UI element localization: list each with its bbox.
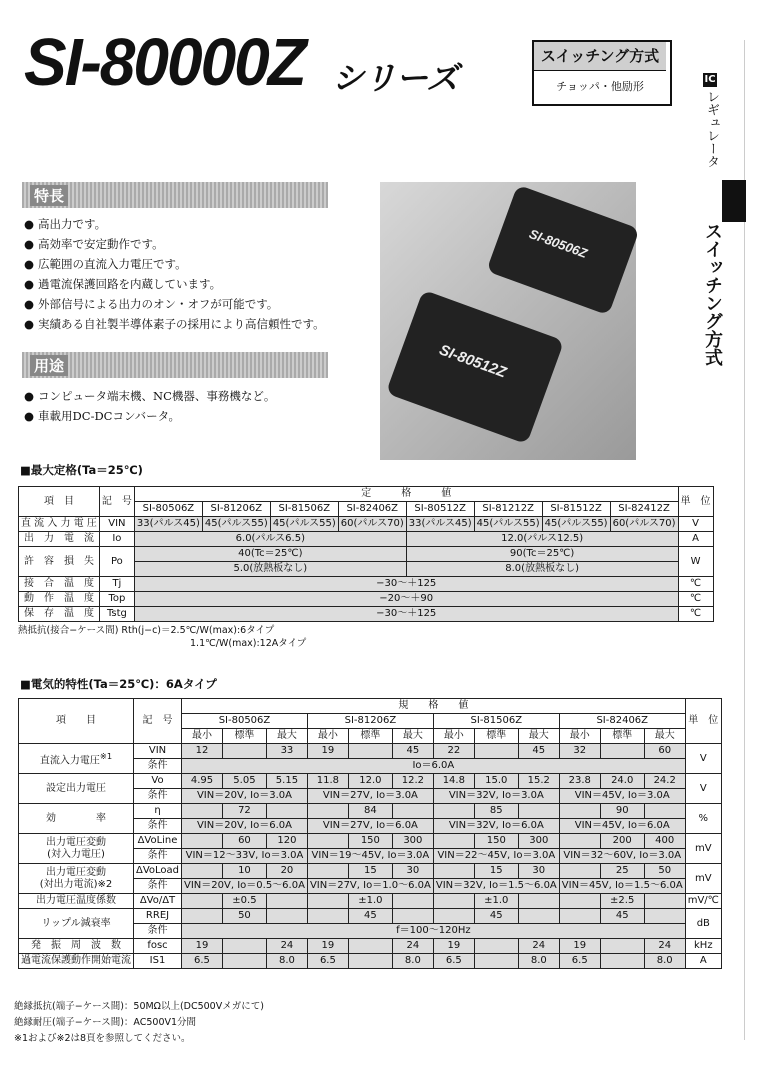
row-symbol: Tj <box>99 577 134 592</box>
col-symbol: 記 号 <box>134 699 182 744</box>
model-header: SI-82406Z <box>559 714 685 729</box>
row-label-sub: (対入力電圧) <box>47 848 105 860</box>
max-ratings-table <box>18 486 714 622</box>
series-title: SI-80000Z <box>24 24 305 100</box>
thermal-note-1: 熱抵抗(接合−ケース間) Rth(j−c)＝2.5℃/W(max):6タイプ <box>18 625 275 636</box>
cell: 8.0 <box>518 954 559 969</box>
row-label-text: 出力電圧変動 <box>46 866 106 878</box>
col-symbol: 記 号 <box>99 487 134 517</box>
cond-cell: VIN＝45V, Io＝3.0A <box>559 789 685 804</box>
cell <box>307 864 348 879</box>
cell: 24 <box>266 939 307 954</box>
row-label-text: 過電流保護動作開始電流 <box>21 955 131 966</box>
cell: 30 <box>518 864 559 879</box>
cell: 19 <box>307 744 348 759</box>
features-heading: 特長 <box>30 185 68 206</box>
cell: 15 <box>348 864 392 879</box>
application-item: ● 車載用DC-DCコンバータ。 <box>24 406 275 426</box>
sub-header: 標準 <box>348 729 392 744</box>
row-label <box>19 894 134 909</box>
cell: 24 <box>518 939 559 954</box>
feature-item: ● 外部信号による出力のオン・オフが可能です。 <box>24 294 325 314</box>
cell: 30 <box>392 864 433 879</box>
cell: 8.0 <box>266 954 307 969</box>
col-unit: 単 位 <box>685 699 721 744</box>
sidebar-switching: スイッチング方式 <box>702 222 723 366</box>
cond-label: 条件 <box>134 879 182 894</box>
row-unit: V <box>678 517 713 532</box>
cell <box>600 744 644 759</box>
cell <box>182 894 223 909</box>
cell <box>348 744 392 759</box>
cell: 60(パルス70) <box>610 517 678 532</box>
model-header: SI-81206Z <box>307 714 433 729</box>
sub-header: 標準 <box>222 729 266 744</box>
cell: 45 <box>518 744 559 759</box>
cell <box>392 894 433 909</box>
cell <box>433 834 474 849</box>
model-header: SI-82406Z <box>338 502 406 517</box>
cell <box>559 864 600 879</box>
row-unit: % <box>685 804 721 834</box>
cell: 10 <box>222 864 266 879</box>
cell: 24 <box>644 939 685 954</box>
cell: 19 <box>433 939 474 954</box>
row-unit: V <box>685 774 721 804</box>
sub-header: 最大 <box>392 729 433 744</box>
cell <box>433 909 474 924</box>
cell: 11.8 <box>307 774 348 789</box>
cond-cell: VIN＝20V, Io＝3.0A <box>182 789 308 804</box>
elec-title: ■電気的特性(Ta＝25℃)：6Aタイプ <box>20 677 217 691</box>
cell: ±1.0 <box>474 894 518 909</box>
row-label-text: 効 率 <box>46 812 106 824</box>
cell: ±0.5 <box>222 894 266 909</box>
row-label-text: 設定出力電圧 <box>46 782 106 794</box>
cell <box>474 954 518 969</box>
row-unit: W <box>678 547 713 577</box>
cond-cell: VIN＝12〜33V, Io＝3.0A <box>182 849 308 864</box>
cell <box>559 834 600 849</box>
cell: 6.5 <box>559 954 600 969</box>
cond-cell: VIN＝27V, Io＝1.0〜6.0A <box>307 879 433 894</box>
cell <box>392 804 433 819</box>
cell: 19 <box>307 939 348 954</box>
row-label <box>19 774 134 804</box>
row-label <box>19 744 134 774</box>
cell: 33 <box>266 744 307 759</box>
cell: 6.5 <box>182 954 223 969</box>
chip-12a-label: SI-80512Z <box>436 341 509 382</box>
cell: 24.2 <box>644 774 685 789</box>
cell <box>644 909 685 924</box>
cell: ±2.5 <box>600 894 644 909</box>
cell <box>644 804 685 819</box>
row-unit: mV <box>685 834 721 864</box>
cond-label: 条件 <box>134 849 182 864</box>
row-symbol: RREJ <box>134 909 182 924</box>
cell: −30〜＋125 <box>134 607 678 622</box>
cond-cell: f＝100〜120Hz <box>182 924 686 939</box>
applications-heading: 用途 <box>30 355 68 376</box>
model-header: SI-81506Z <box>433 714 559 729</box>
note-reference: ※1および※2は8頁を参照してください。 <box>14 1033 191 1044</box>
row-label-text: 出力電圧変動 <box>46 836 106 848</box>
cell: 33(パルス45) <box>406 517 474 532</box>
note-insulation: 絶縁抵抗(端子−ケース間)：50MΩ以上(DC500Vメガにて) <box>14 1001 264 1012</box>
cond-cell: VIN＝19〜45V, Io＝3.0A <box>307 849 433 864</box>
cell <box>222 954 266 969</box>
cell: 40(Tc＝25℃) <box>134 547 406 562</box>
col-item: 項 目 <box>19 699 134 744</box>
cell: 50 <box>222 909 266 924</box>
row-label-text: 直流入力電圧 <box>39 755 100 767</box>
sub-header: 最小 <box>182 729 223 744</box>
cond-cell: VIN＝20V, Io＝0.5〜6.0A <box>182 879 308 894</box>
product-photo <box>380 182 636 460</box>
cell: 300 <box>392 834 433 849</box>
cell <box>392 909 433 924</box>
cell: 150 <box>474 834 518 849</box>
model-header: SI-81506Z <box>270 502 338 517</box>
cell: 90 <box>600 804 644 819</box>
cell: 24.0 <box>600 774 644 789</box>
cell: 45 <box>474 909 518 924</box>
row-unit: A <box>678 532 713 547</box>
row-symbol: VIN <box>134 744 182 759</box>
cell: −20〜＋90 <box>134 592 678 607</box>
cond-cell: VIN＝20V, Io＝6.0A <box>182 819 308 834</box>
sidebar-regulator: レギュレータ <box>704 90 719 168</box>
row-symbol: Io <box>99 532 134 547</box>
cell: 60 <box>644 744 685 759</box>
cell <box>559 909 600 924</box>
cell <box>182 804 223 819</box>
row-label: 保 存 温 度 <box>19 607 100 622</box>
row-label <box>19 939 134 954</box>
row-symbol: Top <box>99 592 134 607</box>
row-label: 許 容 損 失 <box>19 547 100 577</box>
thermal-note-2: 1.1℃/W(max):12Aタイプ <box>190 638 307 649</box>
row-symbol: ΔVo/ΔT <box>134 894 182 909</box>
cell <box>518 894 559 909</box>
cond-label: 条件 <box>134 789 182 804</box>
cell: 4.95 <box>182 774 223 789</box>
cell: 6.5 <box>433 954 474 969</box>
cell: 12 <box>182 744 223 759</box>
row-label: 動 作 温 度 <box>19 592 100 607</box>
cond-label: 条件 <box>134 819 182 834</box>
method-sub-label: チョッパ・他励形 <box>556 80 644 93</box>
col-item: 項 目 <box>19 487 100 517</box>
cell: −30〜＋125 <box>134 577 678 592</box>
cond-cell: VIN＝45V, Io＝6.0A <box>559 819 685 834</box>
cell <box>182 834 223 849</box>
cond-label: 条件 <box>134 759 182 774</box>
row-symbol: Po <box>99 547 134 577</box>
cell: 12.0 <box>348 774 392 789</box>
cond-cell: VIN＝32V, Io＝3.0A <box>433 789 559 804</box>
row-label: 出 力 電 流 <box>19 532 100 547</box>
chip-12a <box>386 290 565 445</box>
sub-header: 最小 <box>307 729 348 744</box>
row-symbol: VIN <box>99 517 134 532</box>
cell: 45 <box>600 909 644 924</box>
cell: 45(パルス55) <box>202 517 270 532</box>
row-unit: mV <box>685 864 721 894</box>
applications-header <box>22 352 328 378</box>
cell: 85 <box>474 804 518 819</box>
row-symbol: fosc <box>134 939 182 954</box>
cell <box>222 744 266 759</box>
model-header: SI-81212Z <box>474 502 542 517</box>
cell: 15.0 <box>474 774 518 789</box>
cell: 5.05 <box>222 774 266 789</box>
ic-badge: IC <box>704 74 716 85</box>
cell: 5.15 <box>266 774 307 789</box>
cell: 6.5 <box>307 954 348 969</box>
cell <box>518 909 559 924</box>
row-symbol: Tstg <box>99 607 134 622</box>
cell <box>307 804 348 819</box>
cell: 24 <box>392 939 433 954</box>
cell: ±1.0 <box>348 894 392 909</box>
row-unit: kHz <box>685 939 721 954</box>
sub-header: 標準 <box>474 729 518 744</box>
row-label-text: 発 振 周 波 数 <box>31 940 121 951</box>
cond-cell: VIN＝45V, Io＝1.5〜6.0A <box>559 879 685 894</box>
model-header: SI-80512Z <box>406 502 474 517</box>
row-unit: V <box>685 744 721 774</box>
cell: 32 <box>559 744 600 759</box>
model-header: SI-82412Z <box>610 502 678 517</box>
cell <box>348 939 392 954</box>
cell: 50 <box>644 864 685 879</box>
application-item: ● コンピュータ端末機、NC機器、事務機など。 <box>24 386 275 406</box>
cell: 8.0(放熱板なし) <box>406 562 678 577</box>
cell: 45(パルス55) <box>270 517 338 532</box>
sidebar-marker <box>722 180 746 222</box>
cell <box>222 939 266 954</box>
row-symbol: ΔVoLoad <box>134 864 182 879</box>
feature-item: ● 実績ある自社製半導体素子の採用により高信頼性です。 <box>24 314 325 334</box>
feature-item: ● 高効率で安定動作です。 <box>24 234 325 254</box>
footnote-mark: ※1 <box>99 750 113 761</box>
cell <box>474 939 518 954</box>
cond-cell: Io＝6.0A <box>182 759 686 774</box>
feature-item: ● 高出力です。 <box>24 214 325 234</box>
row-symbol: IS1 <box>134 954 182 969</box>
cell: 400 <box>644 834 685 849</box>
feature-item: ● 広範囲の直流入力電圧です。 <box>24 254 325 274</box>
row-label <box>19 864 134 894</box>
cell <box>433 804 474 819</box>
model-header: SI-81206Z <box>202 502 270 517</box>
cell: 45 <box>348 909 392 924</box>
row-label <box>19 909 134 939</box>
cond-cell: VIN＝32〜60V, Io＝3.0A <box>559 849 685 864</box>
note-withstand: 絶縁耐圧(端子−ケース間)：AC500V1分間 <box>14 1017 197 1028</box>
cell <box>518 804 559 819</box>
cell: 15 <box>474 864 518 879</box>
chip-6a <box>486 185 640 316</box>
sub-header: 標準 <box>600 729 644 744</box>
features-list <box>24 214 325 334</box>
row-unit: ℃ <box>678 607 713 622</box>
cell: 150 <box>348 834 392 849</box>
cell: 15.2 <box>518 774 559 789</box>
row-label: 接 合 温 度 <box>19 577 100 592</box>
applications-list <box>24 386 275 426</box>
cell <box>307 834 348 849</box>
cell <box>182 864 223 879</box>
cond-label: 条件 <box>134 924 182 939</box>
cell <box>559 804 600 819</box>
cell <box>433 864 474 879</box>
cond-cell: VIN＝32V, Io＝1.5〜6.0A <box>433 879 559 894</box>
cell: 120 <box>266 834 307 849</box>
col-rating: 定 格 値 <box>134 487 678 502</box>
cell <box>266 804 307 819</box>
row-unit: ℃ <box>678 577 713 592</box>
cell: 200 <box>600 834 644 849</box>
cell <box>559 894 600 909</box>
cell: 6.0(パルス6.5) <box>134 532 406 547</box>
row-label <box>19 834 134 864</box>
cell: 12.0(パルス12.5) <box>406 532 678 547</box>
col-unit: 単 位 <box>678 487 713 517</box>
col-spec: 規 格 値 <box>182 699 686 714</box>
row-unit: dB <box>685 909 721 939</box>
row-symbol: ΔVoLine <box>134 834 182 849</box>
cell: 25 <box>600 864 644 879</box>
sub-header: 最大 <box>644 729 685 744</box>
cell: 5.0(放熱板なし) <box>134 562 406 577</box>
cell: 33(パルス45) <box>134 517 202 532</box>
row-unit: A <box>685 954 721 969</box>
cell: 72 <box>222 804 266 819</box>
cell: 12.2 <box>392 774 433 789</box>
cell <box>307 909 348 924</box>
series-suffix: シリーズ <box>332 59 459 97</box>
model-header: SI-80506Z <box>182 714 308 729</box>
cell: 8.0 <box>392 954 433 969</box>
cell: 14.8 <box>433 774 474 789</box>
cond-cell: VIN＝22〜45V, Io＝3.0A <box>433 849 559 864</box>
cond-cell: VIN＝27V, Io＝3.0A <box>307 789 433 804</box>
sub-header: 最大 <box>266 729 307 744</box>
cell <box>600 954 644 969</box>
cell: 45(パルス55) <box>542 517 610 532</box>
cell: 8.0 <box>644 954 685 969</box>
row-unit: mV/℃ <box>685 894 721 909</box>
cell: 60(パルス70) <box>338 517 406 532</box>
cell: 90(Tc＝25℃) <box>406 547 678 562</box>
elec-table <box>18 698 722 969</box>
method-main-label: スイッチング方式 <box>534 42 666 71</box>
cell: 84 <box>348 804 392 819</box>
row-label-text: リップル減衰率 <box>41 917 111 929</box>
cell <box>182 909 223 924</box>
row-label: 直 流 入 力 電 圧 <box>19 517 100 532</box>
cell <box>266 909 307 924</box>
cell <box>600 939 644 954</box>
sub-header: 最小 <box>433 729 474 744</box>
cell <box>433 894 474 909</box>
cell: 19 <box>559 939 600 954</box>
sub-header: 最大 <box>518 729 559 744</box>
model-header: SI-81512Z <box>542 502 610 517</box>
row-label <box>19 954 134 969</box>
row-label-sub: (対出力電流)※2 <box>39 878 113 890</box>
cell: 300 <box>518 834 559 849</box>
max-ratings-title: ■最大定格(Ta＝25℃) <box>20 463 143 477</box>
features-header <box>22 182 328 208</box>
cell <box>307 894 348 909</box>
cond-cell: VIN＝32V, Io＝6.0A <box>433 819 559 834</box>
cell <box>644 894 685 909</box>
cell: 19 <box>182 939 223 954</box>
cell <box>266 894 307 909</box>
cell <box>474 744 518 759</box>
chip-6a-label: SI-80506Z <box>527 226 590 261</box>
cell: 23.8 <box>559 774 600 789</box>
cell <box>348 954 392 969</box>
cond-cell: VIN＝27V, Io＝6.0A <box>307 819 433 834</box>
cell: 60 <box>222 834 266 849</box>
row-symbol: η <box>134 804 182 819</box>
cell: 45(パルス55) <box>474 517 542 532</box>
sub-header: 最小 <box>559 729 600 744</box>
model-header: SI-80506Z <box>134 502 202 517</box>
cell: 22 <box>433 744 474 759</box>
row-symbol: Vo <box>134 774 182 789</box>
cell: 45 <box>392 744 433 759</box>
row-unit: ℃ <box>678 592 713 607</box>
cell: 20 <box>266 864 307 879</box>
feature-item: ● 過電流保護回路を内蔵しています。 <box>24 274 325 294</box>
row-label <box>19 804 134 834</box>
row-label-text: 出力電圧温度係数 <box>36 895 116 906</box>
